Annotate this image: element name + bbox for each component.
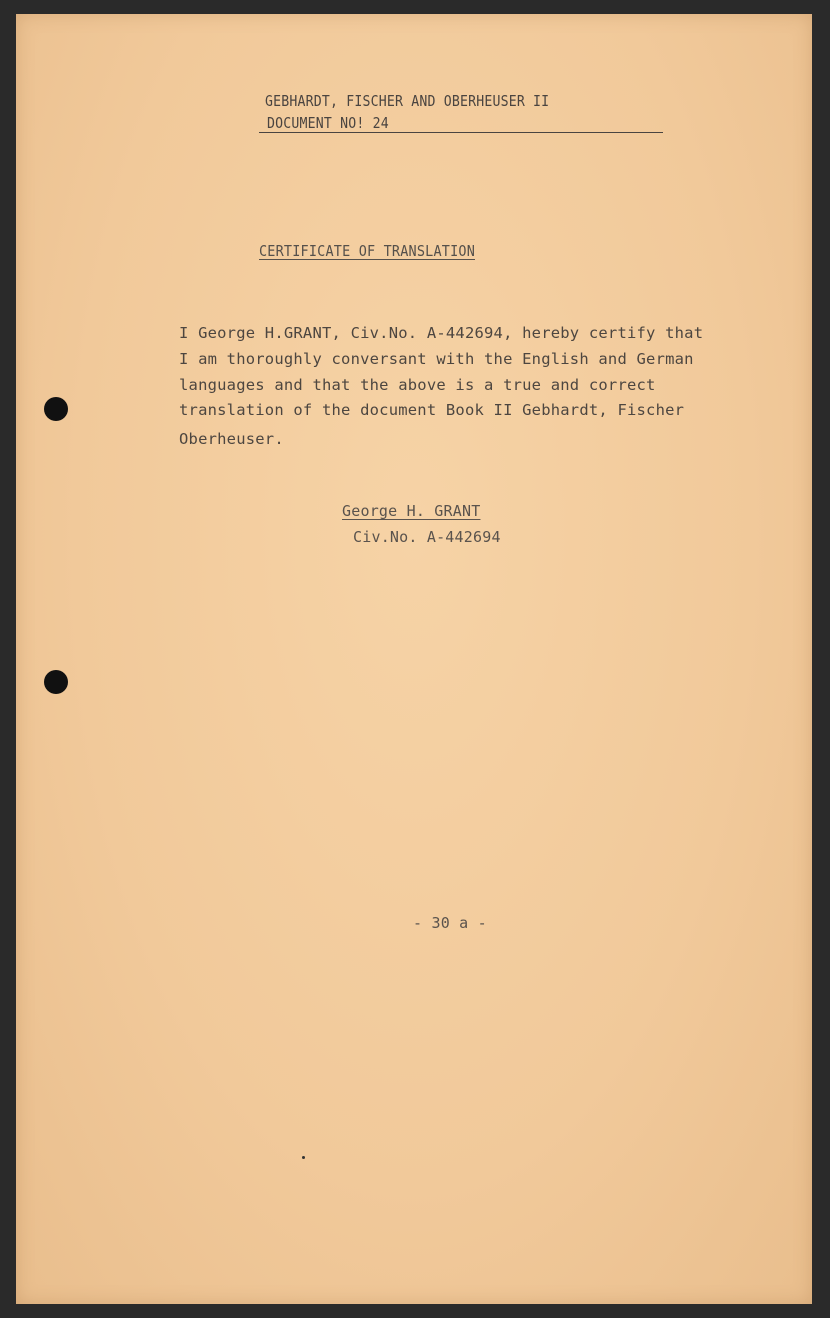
signature-name: George H. GRANT <box>342 502 481 520</box>
page-number: - 30 a - <box>413 914 487 932</box>
certificate-body-line-1: I George H.GRANT, Civ.No. A-442694, hereby certify that <box>179 324 704 342</box>
ink-speck <box>302 1156 305 1159</box>
document-header-line-1: GEBHARDT, FISCHER AND OBERHEUSER II <box>265 92 550 110</box>
paper-sheet <box>16 14 812 1304</box>
certificate-title: CERTIFICATE OF TRANSLATION <box>259 242 475 260</box>
certificate-body-line-3: languages and that the above is a true and correct <box>179 376 656 394</box>
punch-hole-bottom <box>44 670 68 694</box>
document-header-line-2: DOCUMENT NO! 24 <box>267 114 389 132</box>
signature-civ-number: Civ.No. A-442694 <box>353 528 501 546</box>
certificate-body-line-2: I am thoroughly conversant with the English and German <box>179 350 694 368</box>
certificate-body-line-4: translation of the document Book II Gebhardt, Fischer <box>179 401 685 419</box>
header-underline <box>259 132 663 133</box>
punch-hole-top <box>44 397 68 421</box>
certificate-body-line-5: Oberheuser. <box>179 430 284 448</box>
